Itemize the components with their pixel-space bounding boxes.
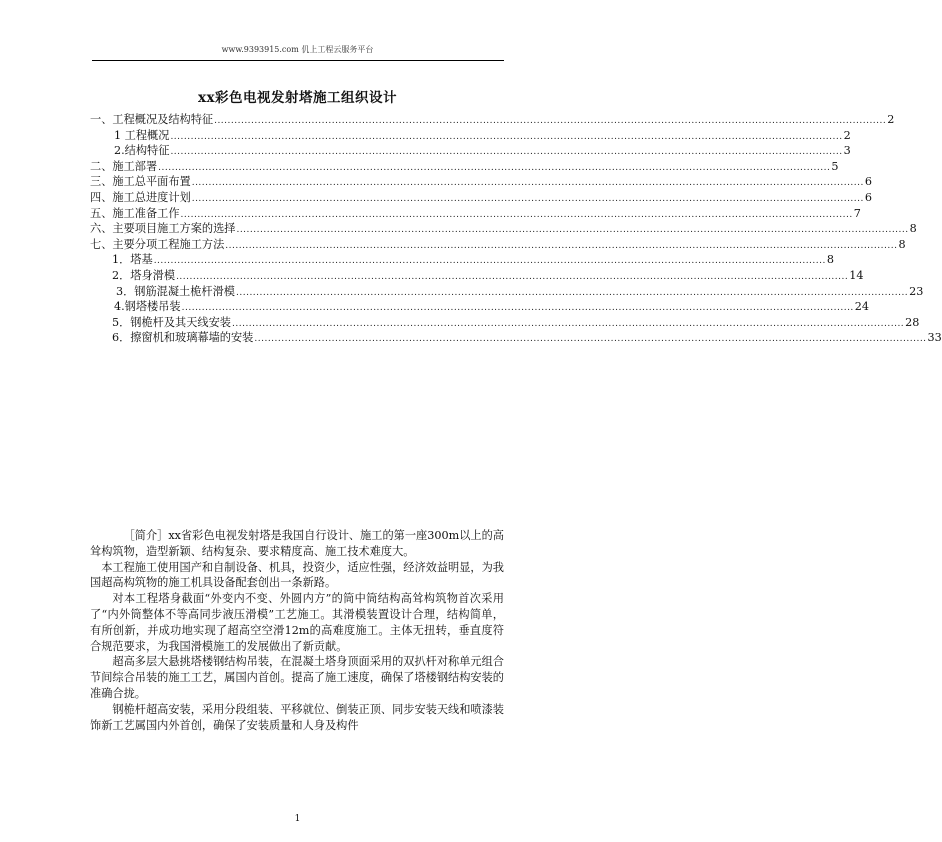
toc-entry[interactable] — [90, 252, 834, 268]
toc-entry[interactable] — [90, 284, 924, 300]
toc-dot-leader: ........................................................................................................................................................................................................ — [236, 225, 909, 236]
toc-entry-page: 33 — [927, 331, 942, 345]
toc-entry-page: 6 — [864, 190, 872, 204]
toc-dot-leader: ........................................................................................................................................................................................................ — [170, 131, 843, 142]
page-number: 1 — [294, 814, 301, 824]
toc-dot-leader: ........................................................................................................................................................................................................ — [180, 209, 853, 220]
toc-entry[interactable] — [90, 315, 920, 331]
toc-entry-page: 23 — [909, 284, 924, 298]
toc-dot-leader: ........................................................................................................................................................................................................ — [191, 193, 864, 204]
toc-entry[interactable] — [90, 143, 851, 159]
paragraph-intro: ［简介］xx省彩色电视发射塔是我国自行设计、施工的第一座300m以上的高耸构筑物，造型新颖、结构复杂、要求精度高、施工技术难度大。 — [90, 529, 504, 558]
toc-entry[interactable] — [90, 174, 872, 190]
toc-entry[interactable] — [90, 112, 895, 128]
toc-entry-label: 六、主要项目施工方案的选择 — [90, 222, 236, 236]
toc-entry-label: 一、工程概况及结构特征 — [90, 113, 214, 126]
toc-entry-label: 4.钢塔楼吊装 — [114, 300, 181, 314]
toc-entry-label: 2．塔身滑模 — [112, 268, 176, 282]
toc-entry-page: 5 — [831, 159, 839, 173]
paragraph-mast-installation: 钢桅杆超高安装，采用分段组装、平移就位、倒装正顶、同步安装天线和喷漆装饰新工艺属国内外首创，确保了安装质量和人身及构件 — [90, 702, 504, 732]
toc-entry[interactable] — [90, 237, 906, 253]
toc-entry-label: 四、施工总进度计划 — [90, 190, 191, 204]
toc-entry-label: 6．擦窗机和玻璃幕墙的安装 — [112, 331, 254, 345]
toc-entry[interactable] — [90, 268, 864, 284]
toc-dot-leader: ........................................................................................................................................................................................................ — [153, 256, 826, 267]
toc-entry-label: 2.结构特征 — [114, 144, 170, 158]
toc-entry-page: 2 — [887, 113, 895, 126]
toc-dot-leader: ........................................................................................................................................................................................................ — [191, 178, 864, 189]
toc-entry-label: 二、施工部署 — [90, 159, 158, 173]
toc-dot-leader: ........................................................................................................................................................................................................ — [176, 271, 849, 282]
toc-entry-label: 1 工程概况 — [114, 128, 170, 142]
toc-entry-page: 8 — [826, 253, 834, 267]
paragraph-slipform: 对本工程塔身截面“外变内不变、外圆内方”的筒中筒结构高耸构筑物首次采用了“内外筒整体不等高同步液压滑模”工艺施工。其滑模装置设计合理，结构简单，有所创新，并成功地实现了超高空空滑12m的高难度施工。主体无扭转，垂直度符合规范要求，为我国滑模施工的发展做出了新贡献。 — [90, 592, 504, 653]
toc-entry[interactable] — [90, 221, 917, 237]
toc-entry-label: 1．塔基 — [112, 253, 153, 267]
paragraph-equipment: 本工程施工使用国产和自制设备、机具，投资少，适应性强，经济效益明显，为我国超高构筑物的施工机具设备配套创出一条新路。 — [90, 560, 504, 590]
toc-entry-page: 7 — [853, 206, 861, 220]
toc-entry[interactable] — [90, 299, 870, 315]
toc-entry[interactable] — [90, 330, 942, 346]
toc-entry[interactable] — [90, 128, 851, 144]
toc-entry-page: 14 — [849, 268, 864, 282]
toc-entry[interactable] — [90, 159, 839, 175]
toc-dot-leader: ........................................................................................................................................................................................................ — [254, 334, 927, 345]
toc-entry-page: 8 — [898, 237, 906, 251]
toc-entry-page: 6 — [864, 175, 872, 189]
toc-dot-leader: ........................................................................................................................................................................................................ — [236, 287, 909, 298]
toc-entry-label: 七、主要分项工程施工方法 — [90, 237, 225, 251]
toc-dot-leader: ........................................................................................................................................................................................................ — [225, 240, 898, 251]
toc-dot-leader: ........................................................................................................................................................................................................ — [214, 116, 887, 126]
toc-dot-leader: ........................................................................................................................................................................................................ — [170, 147, 843, 158]
toc-entry[interactable] — [90, 190, 872, 206]
toc-entry-page: 8 — [909, 222, 917, 236]
toc-dot-leader: ........................................................................................................................................................................................................ — [181, 303, 854, 314]
toc-dot-leader: ........................................................................................................................................................................................................ — [232, 318, 905, 329]
toc-entry-label: 3．钢筋混凝土桅杆滑模 — [116, 284, 235, 298]
table-of-contents — [90, 112, 942, 346]
document-body — [90, 528, 504, 733]
toc-entry-page: 24 — [854, 300, 870, 314]
toc-entry-page: 28 — [905, 315, 920, 329]
toc-entry-label: 五、施工准备工作 — [90, 206, 180, 220]
toc-entry-label: 三、施工总平面布置 — [90, 175, 191, 189]
toc-dot-leader: ........................................................................................................................................................................................................ — [158, 162, 831, 173]
header-rule — [92, 60, 504, 61]
toc-entry-page: 3 — [843, 144, 851, 158]
document-title: xx彩色电视发射塔施工组织设计 — [197, 90, 398, 106]
toc-entry[interactable] — [90, 206, 861, 222]
paragraph-steel-hoisting: 超高多层大悬挑塔楼钢结构吊装，在混凝土塔身顶面采用的双扒杆对称单元组合节间综合吊装的施工工艺，属国内首创。提高了施工速度，确保了塔楼钢结构安装的准确合拢。 — [90, 655, 504, 700]
page-header: www.9393915.com 仉上工程云服务平台 — [221, 45, 374, 54]
toc-entry-label: 5．钢桅杆及其天线安装 — [112, 315, 231, 329]
toc-entry-page: 2 — [843, 128, 851, 142]
